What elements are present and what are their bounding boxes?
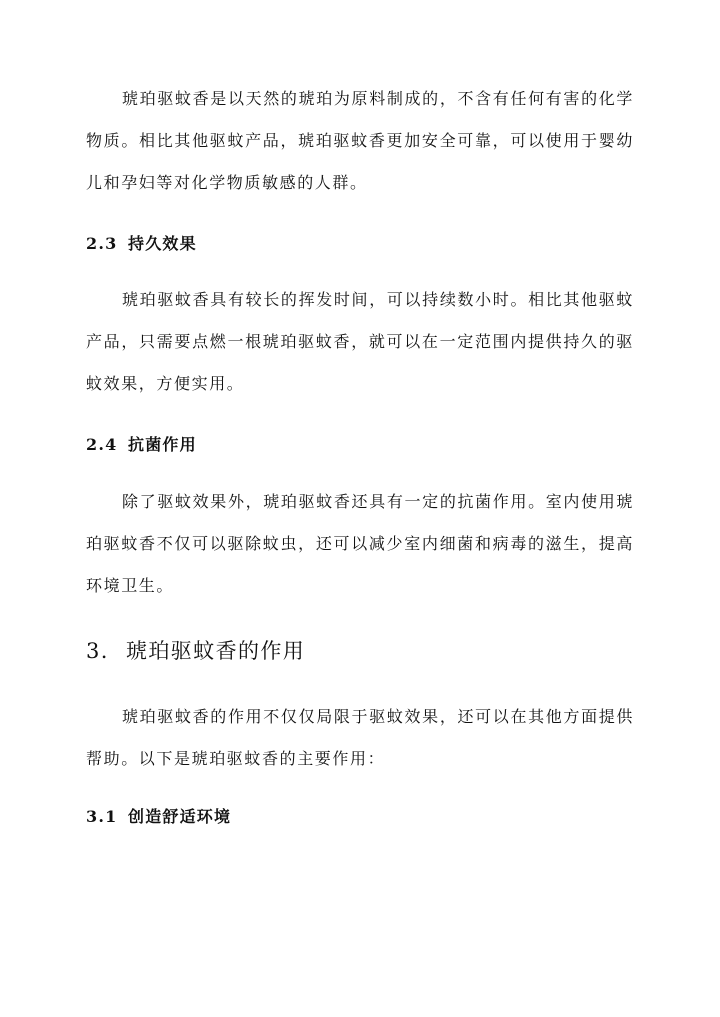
section-heading-3-1 bbox=[86, 805, 231, 829]
section-title: 创造舒适环境 bbox=[128, 807, 232, 826]
section-number: 3. bbox=[86, 639, 109, 663]
paragraph-functions-intro: 琥珀驱蚊香的作用不仅仅局限于驱蚊效果，还可以在其他方面提供帮助。以下是琥珀驱蚊香的主要作用： bbox=[86, 707, 634, 768]
section-title: 琥珀驱蚊香的作用 bbox=[126, 639, 306, 663]
paragraph-safety: 琥珀驱蚊香是以天然的琥珀为原料制成的，不含有任何有害的化学物质。相比其他驱蚊产品，琥珀驱蚊香更加安全可靠，可以使用于婴幼儿和孕妇等对化学物质敏感的人群。 bbox=[86, 89, 634, 192]
section-heading-2-4 bbox=[86, 433, 197, 457]
section-title: 持久效果 bbox=[128, 234, 197, 253]
section-number: 3.1 bbox=[86, 807, 118, 826]
section-heading-3 bbox=[86, 636, 305, 666]
section-number: 2.4 bbox=[86, 435, 118, 454]
section-heading-2-3 bbox=[86, 232, 197, 256]
section-title: 抗菌作用 bbox=[128, 435, 197, 454]
paragraph-antibacterial: 除了驱蚊效果外，琥珀驱蚊香还具有一定的抗菌作用。室内使用琥珀驱蚊香不仅可以驱除蚊虫，还可以减少室内细菌和病毒的滋生，提高环境卫生。 bbox=[86, 492, 634, 595]
section-number: 2.3 bbox=[86, 234, 118, 253]
paragraph-lasting-effect: 琥珀驱蚊香具有较长的挥发时间，可以持续数小时。相比其他驱蚊产品，只需要点燃一根琥珀驱蚊香，就可以在一定范围内提供持久的驱蚊效果，方便实用。 bbox=[86, 290, 634, 393]
